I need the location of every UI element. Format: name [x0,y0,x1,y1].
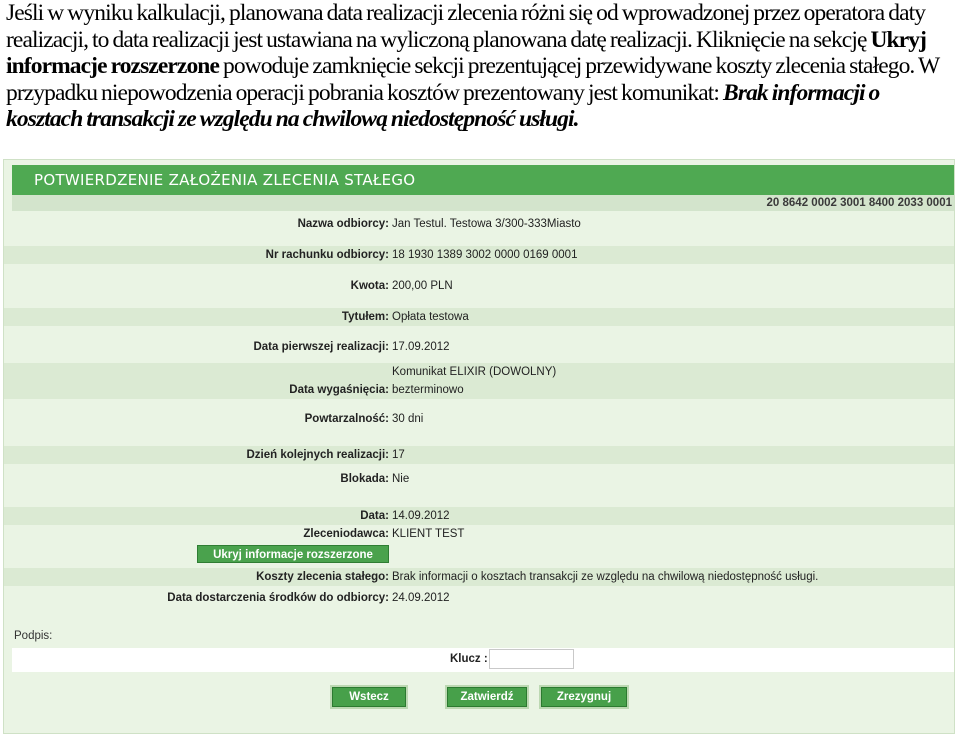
field-value: Brak informacji o kosztach transakcji ze względu na chwilową niedostępność usługi. [392,571,819,583]
signature-label: Podpis: [14,630,53,642]
field-value: Komunikat ELIXIR (DOWOLNY) [392,366,557,378]
field-value: 17 [392,449,405,461]
field-value: 14.09.2012 [392,510,450,522]
doc-text-2: powoduje zamknięcie sekcji prezentującej przewidywane koszty zlecenia stałego. W przypadku niepowodzenia operacji pobrania kosztów prezentowany jest komunikat: [6,53,939,106]
field-row-lock [4,470,954,488]
doc-italic-message: Brak informacji o kosztach transakcji ze względu na chwilową niedostępność usługi. [6,79,880,132]
field-value: Nie [392,473,410,485]
field-label: Data pierwszej realizacji: [253,341,389,353]
field-row-recipient-account [4,246,954,264]
field-row-amount [4,277,954,295]
field-row-expiry-date [4,381,954,399]
confirmation-panel [3,159,955,734]
field-row-frequency [4,410,954,428]
back-button[interactable]: Wstecz [332,687,406,707]
doc-text-1: Jeśli w wyniku kalkulacji, planowana data realizacji zlecenia różni się od wprowadzonej przez operatora daty realizacji, to data realizacji jest ustawiana na wyliczoną planowana datę realizacji. Kliknięcie na sekcję [6,0,926,53]
field-row-first-execution-date [4,338,954,356]
field-row-recipient-name [4,215,954,233]
field-row-standing-order-costs [4,568,954,586]
key-row [12,648,954,672]
field-label: Data wygaśnięcia: [289,384,389,396]
key-input[interactable] [489,649,574,669]
confirm-button[interactable]: Zatwierdź [447,687,527,707]
field-label: Dzień kolejnych realizacji: [246,449,389,461]
field-row-title [4,308,954,326]
field-value: 200,00 PLN [392,280,453,292]
field-value: Jan Testul. Testowa 3/300-333Miasto [392,218,581,230]
key-label: Klucz : [450,653,488,665]
field-value: KLIENT TEST [392,528,465,540]
field-label: Zleceniodawca: [303,528,389,540]
field-label: Data: [360,510,389,522]
field-value: 17.09.2012 [392,341,450,353]
field-row-message-type [4,363,954,381]
hide-extended-info-button[interactable]: Ukryj informacje rozszerzone [197,545,389,563]
field-label: Powtarzalność: [304,413,389,425]
field-row-funds-delivery-date [4,589,954,607]
field-label: Blokada: [340,473,389,485]
field-value: Opłata testowa [392,311,469,323]
field-row-execution-day [4,446,954,464]
field-value: 18 1930 1389 3002 0000 0169 0001 [392,249,578,261]
field-label: Tytułem: [341,311,389,323]
document-paragraph [6,0,956,133]
field-label: Kwota: [350,280,389,292]
field-label: Koszty zlecenia stałego: [256,571,389,583]
field-label: Data dostarczenia środków do odbiorcy: [167,592,389,604]
account-number-bar: 20 8642 0002 3001 8400 2033 0001 [12,195,954,211]
field-label: Nazwa odbiorcy: [297,218,389,230]
field-value: 30 dni [392,413,424,425]
panel-title: POTWIERDZENIE ZAŁOŻENIA ZLECENIA STAŁEGO [12,165,954,195]
field-label: Nr rachunku odbiorcy: [265,249,389,261]
doc-bold-section-name: Ukryj informacje rozszerzone [6,26,927,79]
field-row-ordering-party [4,525,954,543]
field-value: 24.09.2012 [392,592,450,604]
field-value: bezterminowo [392,384,464,396]
field-row-date [4,507,954,525]
cancel-button[interactable]: Zrezygnuj [541,687,627,707]
